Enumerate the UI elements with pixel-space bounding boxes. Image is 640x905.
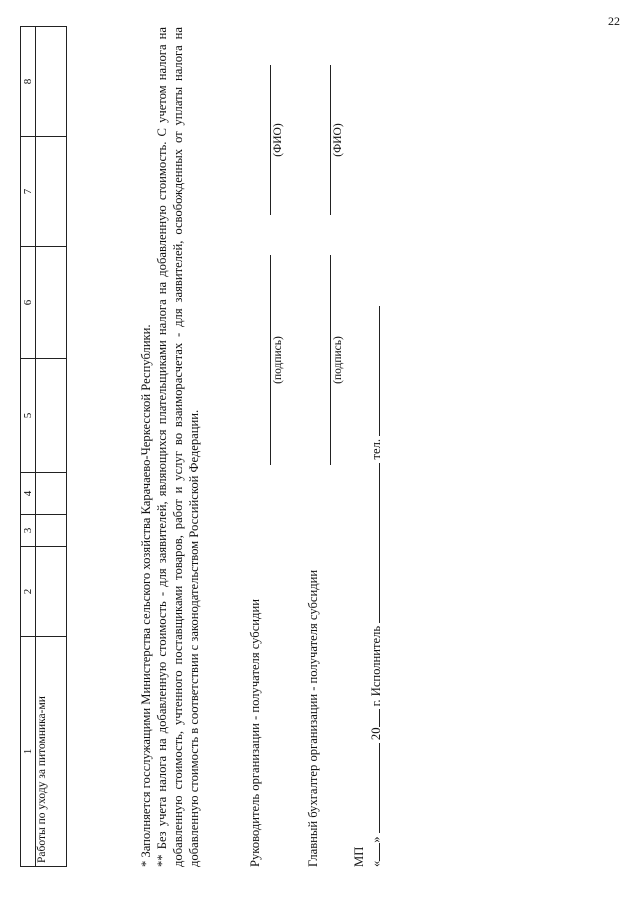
table-cell [36, 247, 67, 359]
accountant-signature-label: Главный бухгалтер организации - получателя субсидии [306, 569, 320, 867]
executor-blank [367, 463, 380, 623]
date-open-quote: « [369, 860, 383, 867]
accountant-signature-line [330, 255, 331, 465]
accountant-name-line [330, 65, 331, 215]
table-cell [36, 27, 67, 137]
table-row [36, 27, 67, 867]
executor-label: Исполнитель [369, 625, 383, 697]
column-number: 1 [21, 637, 36, 867]
head-signature-line [270, 255, 271, 465]
table-cell-work-type: Работы по уходу за питомника-ми [36, 637, 67, 867]
phone-label: тел. [369, 438, 383, 460]
head-signature-label: Руководитель организации - получателя субсидии [248, 599, 262, 867]
footnote-2: ** Без учета налога на добавленную стоимость - для заявителей, являющихся плательщиками налога на добавленную стоимость. С учетом налога на добавленную стоимость, учтенного поставщиками товаров, работ и услуг во взаиморасчетах - для заявителей, освобожденных от уплаты налога на добавленную стоимость в соответствии с законодательством Российской Федерации. [155, 27, 201, 867]
head-signature-caption: (подпись) [272, 336, 284, 384]
head-name-caption: (ФИО) [272, 123, 284, 157]
accountant-name-caption: (ФИО) [332, 123, 344, 157]
table-cell [36, 515, 67, 547]
footnote-1: * Заполняется госслужащими Министерства сельского хозяйства Карачаево-Черкесской Республики. [139, 324, 153, 867]
accountant-signature-caption: (подпись) [332, 336, 344, 384]
column-number: 8 [21, 27, 36, 137]
table-cell [36, 473, 67, 515]
data-table [20, 26, 67, 867]
column-number: 3 [21, 515, 36, 547]
column-number: 5 [21, 359, 36, 473]
footnotes [138, 27, 202, 867]
table-header-row [21, 27, 36, 867]
day-blank [367, 843, 380, 861]
column-number: 2 [21, 547, 36, 637]
column-number: 7 [21, 137, 36, 247]
month-blank [367, 743, 380, 833]
table-cell [36, 137, 67, 247]
head-name-line [270, 65, 271, 215]
column-number: 4 [21, 473, 36, 515]
stamp-label: МП [352, 846, 366, 867]
year-suffix: г. [369, 699, 383, 707]
table-cell [36, 547, 67, 637]
date-close-quote: » [369, 836, 383, 843]
footer-line [352, 306, 384, 867]
year-prefix: 20 [369, 727, 383, 741]
phone-blank [367, 306, 380, 436]
table-cell [36, 359, 67, 473]
column-number: 6 [21, 247, 36, 359]
page-number: 22 [608, 14, 620, 28]
year-blank [367, 710, 380, 728]
